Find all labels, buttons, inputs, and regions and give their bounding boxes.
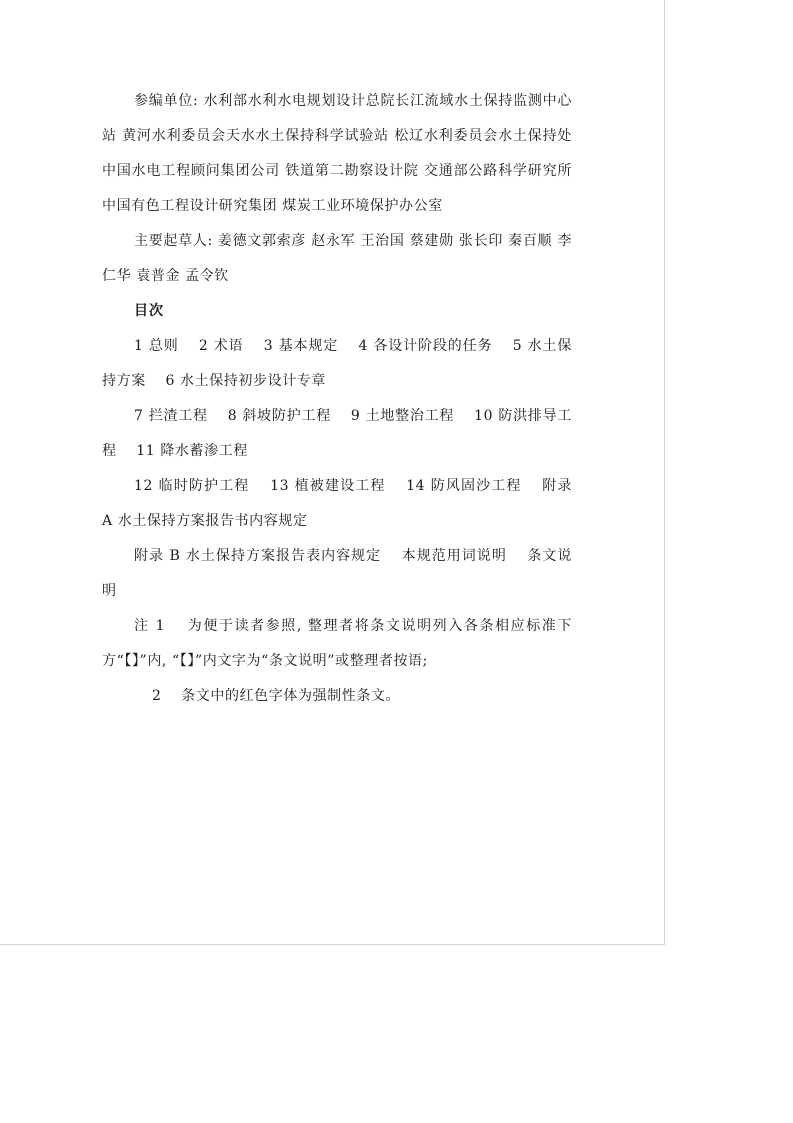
participating-units: 参编单位: 水利部水利水电规划设计总院长江流域水土保持监测中心站 黄河水利委员会天水水土保持科学试验站 松辽水利委员会水土保持处 中国水电工程顾问集团公司 铁道第二勘察设计院 交通部公路科学研究所中国有色工程设计研究集团 煤炭工业环境保护办公室 — [102, 93, 572, 214]
toc-heading: 目次 — [134, 303, 164, 319]
toc-line: 12 临时防护工程 13 植被建设工程 14 防风固沙工程 附录 A 水土保持方案报告书内容规定 — [102, 478, 572, 529]
toc-line: 附录 B 水土保持方案报告表内容规定 本规范用词说明 条文说明 — [102, 548, 572, 599]
toc-line: 7 拦渣工程 8 斜坡防护工程 9 土地整治工程 10 防洪排导工程 11 降水蓄渗工程 — [102, 408, 572, 459]
toc-line: 1 总则 2 术语 3 基本规定 4 各设计阶段的任务 5 水土保持方案 6 水土保持初步设计专章 — [102, 338, 572, 389]
editor-note-2: 2 条文中的红色字体为强制性条文。 — [152, 688, 401, 704]
editor-note-1: 注 1 为便于读者参照, 整理者将条文说明列入各条相应标准下方“【】”内, “【】”内文字为“条文说明”或整理者按语; — [102, 618, 572, 669]
main-drafters: 主要起草人: 姜德文郭索彦 赵永军 王治国 蔡建勋 张长印 秦百顺 李仁华 袁普金 孟令钦 — [102, 233, 572, 284]
page-content — [102, 84, 572, 714]
